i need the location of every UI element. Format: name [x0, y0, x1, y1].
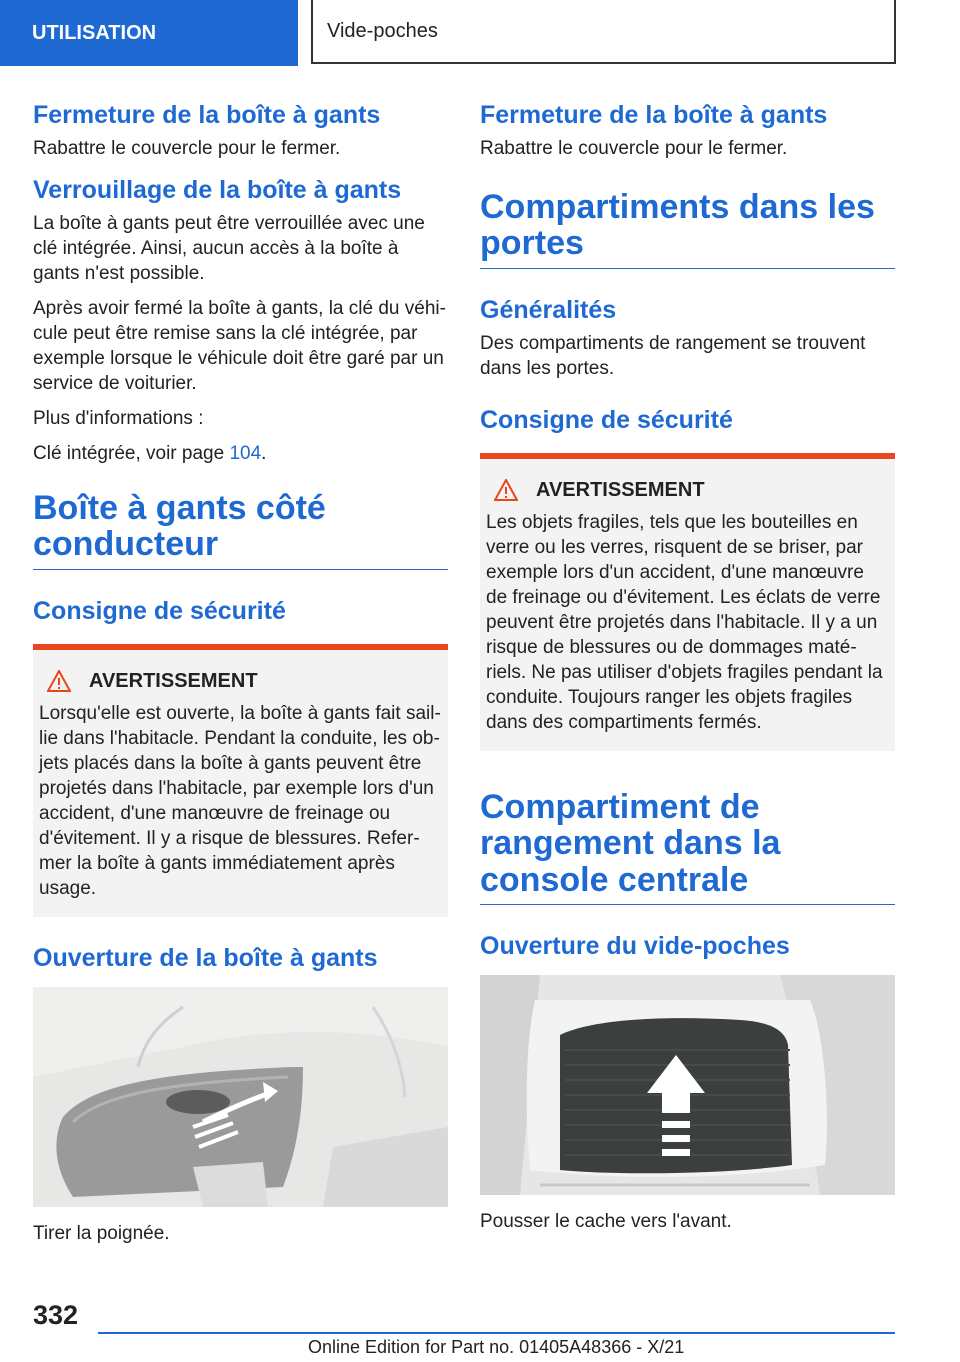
heading-door-compartments: Compartiments dans les portes: [480, 189, 895, 269]
right-column: [480, 100, 895, 1244]
paragraph-closing: Rabattre le couvercle pour le fermer.: [33, 138, 341, 159]
heading-opening-tray: Ouverture du vide-poches: [480, 931, 790, 960]
footer-divider: [98, 1332, 895, 1334]
warning-header: [39, 670, 442, 693]
chapter-title: Vide-poches: [311, 0, 896, 64]
paragraph-more-info: Plus d'informations :: [33, 408, 204, 429]
console-tray-photo: [480, 975, 895, 1195]
paragraph-general: Des compartiments de rangement se trouvent dans les portes.: [480, 332, 866, 379]
warning-box-right: [480, 453, 895, 751]
heading-closing: Fermeture de la boîte à gants: [33, 101, 381, 129]
paragraph-closing-right: Rabattre le couvercle pour le fermer.: [480, 138, 788, 159]
heading-opening: Ouverture de la boîte à gants: [33, 943, 378, 972]
heading-general: Généralités: [480, 295, 617, 324]
heading-safety: Consigne de sécurité: [33, 596, 286, 625]
key-reference-text: Clé intégrée, voir page: [33, 443, 230, 464]
warning-text: Lorsqu'elle est ouverte, la boîte à gants fait saillie dans l'habitacle. Pendant la conduite, les objets placés dans la boîte à gants peuvent être projetés dans l'habitacle, par exemple lors d'un accident, d'une manœuvre de freinage ou d'évitement. Il y a risque de blessures. Refermer la boîte à gants immédiatement après usage.: [39, 702, 441, 899]
glovebox-photo: [33, 987, 448, 1207]
page-link-104[interactable]: 104: [229, 443, 262, 464]
heading-safety-right: Consigne de sécurité: [480, 405, 733, 434]
paragraph-key-reference: [33, 441, 448, 466]
warning-triangle-icon: [47, 670, 71, 692]
caption-left: Tirer la poignée.: [33, 1222, 170, 1244]
page-header: [0, 0, 960, 66]
paragraph-locking-2: Après avoir fermé la boîte à gants, la clé du véhicule peut être remise sans la clé intégrée, par exemple lorsque le véhicule doit être garé par un service de voiturier.: [33, 298, 446, 394]
left-column: [33, 100, 448, 1256]
heading-driver-glovebox: Boîte à gants côté conducteur: [33, 490, 448, 570]
heading-closing-right: Fermeture de la boîte à gants: [480, 101, 828, 129]
caption-right: Pousser le cache vers l'avant.: [480, 1210, 732, 1232]
warning-text-right: Les objets fragiles, tels que les bouteilles en verre ou les verres, risquent de se briser, par exemple lors d'un accident, d'une manœuvre de freinage ou d'évitement. Les éclats de verre peuvent être projetés dans l'habitacle. Il y a un risque de blessures ou de dommages matériels. Ne pas utiliser d'objets fragiles pendant la conduite. Toujours ranger les objets fragiles dans des compartiments fermés.: [486, 511, 883, 733]
page-number: 332: [33, 1300, 79, 1330]
warning-label: AVERTISSEMENT: [89, 669, 258, 692]
warning-header-right: [486, 479, 889, 502]
heading-console-compartment: Compartiment de rangement dans la console centrale: [480, 789, 895, 905]
key-reference-end: .: [261, 443, 267, 464]
warning-box: [33, 644, 448, 917]
heading-locking: Verrouillage de la boîte à gants: [33, 176, 402, 204]
section-tab: UTILISATION: [0, 0, 298, 66]
warning-triangle-icon: [494, 479, 518, 501]
edition-note: Online Edition for Part no. 01405A48366 - X/21: [308, 1337, 685, 1357]
warning-label-right: AVERTISSEMENT: [536, 478, 705, 501]
paragraph-locking-1: La boîte à gants peut être verrouillée avec une clé intégrée. Ainsi, aucun accès à la boîte à gants n'est possible.: [33, 213, 425, 284]
